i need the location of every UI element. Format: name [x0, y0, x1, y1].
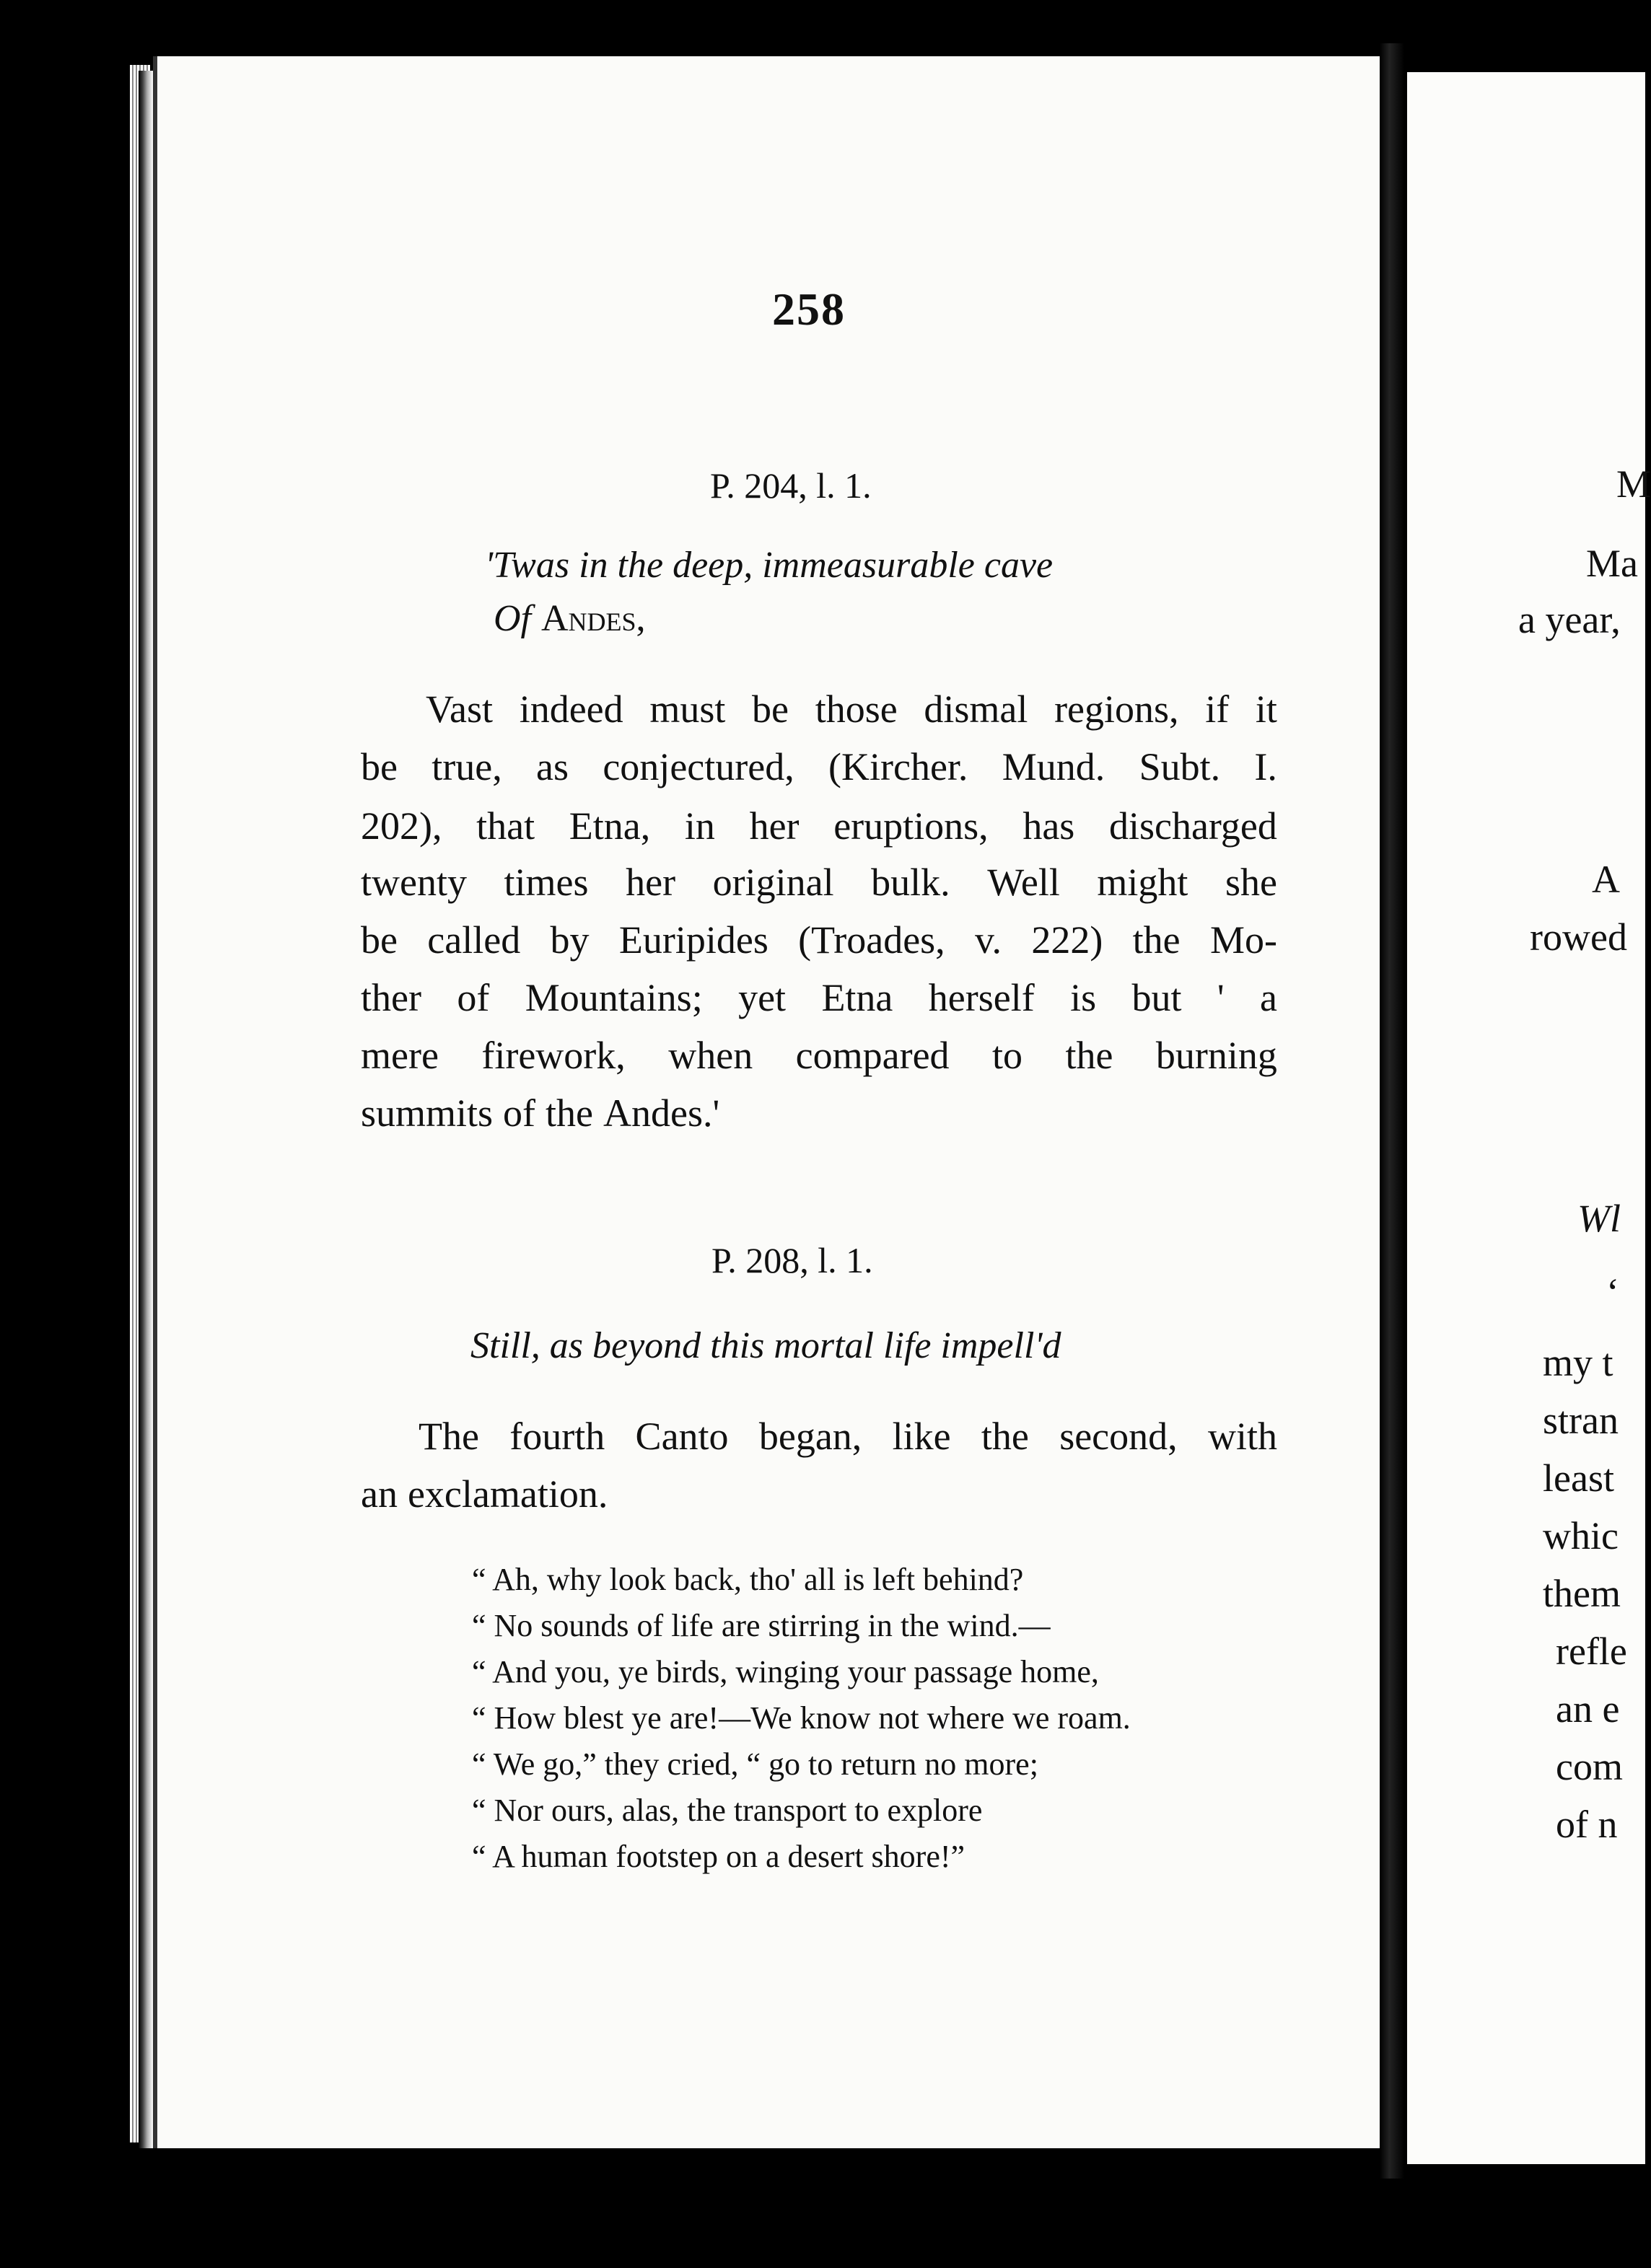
paragraph-2-line-1: [419, 1414, 1277, 1459]
word: be: [361, 918, 398, 962]
word: mere: [361, 1034, 439, 1077]
word: The: [419, 1415, 479, 1458]
right-fragment-12: them: [1543, 1572, 1621, 1615]
right-page: [1407, 72, 1645, 2164]
right-fragment-16: of n: [1556, 1803, 1618, 1846]
word: in: [684, 804, 715, 848]
book-gutter: [1380, 43, 1404, 2179]
word: summits: [361, 1091, 494, 1135]
paragraph-1-line-5: [361, 918, 1277, 962]
right-fragment-7: ‘: [1606, 1270, 1619, 1314]
right-fragment-5: rowed: [1530, 915, 1627, 959]
word: times: [504, 861, 589, 904]
word: I.: [1254, 745, 1277, 788]
paragraph-1-line-7: [361, 1033, 1277, 1078]
word: 222): [1031, 918, 1103, 962]
word: discharged: [1108, 804, 1277, 848]
verse-line-3: “ And you, ye birds, winging your passage home,: [472, 1654, 1099, 1689]
verse-line-2: “ No sounds of life are stirring in the wind.—: [472, 1608, 1051, 1643]
word: fourth: [509, 1415, 605, 1458]
quote-of-word: Of: [494, 598, 531, 639]
right-fragment-2: Ma: [1586, 542, 1638, 585]
paragraph-2-line-2: [361, 1472, 1277, 1516]
word: it: [1255, 687, 1277, 731]
word: herself: [928, 976, 1035, 1019]
word: true,: [432, 745, 502, 788]
page-number: 258: [772, 284, 846, 335]
paragraph-1-line-1: [426, 687, 1277, 731]
word: the: [1132, 918, 1181, 962]
right-fragment-13: refle: [1556, 1630, 1627, 1673]
note-heading-1: P. 204, l. 1.: [710, 465, 872, 506]
word: those: [815, 687, 898, 731]
word: (Kircher.: [828, 745, 968, 788]
word: bulk.: [871, 861, 950, 904]
word: called: [427, 918, 521, 962]
word: might: [1097, 861, 1188, 904]
word: ther: [361, 976, 421, 1019]
note-quote-1-line-2: [494, 597, 646, 640]
right-fragment-9: stran: [1543, 1399, 1619, 1442]
word: that: [476, 804, 535, 848]
word: second,: [1059, 1415, 1178, 1458]
right-fragment-8: my t: [1543, 1341, 1613, 1384]
word: Etna: [821, 976, 893, 1019]
word: must: [649, 687, 726, 731]
word: conjectured,: [603, 745, 794, 788]
word: an: [361, 1472, 398, 1516]
word: twenty: [361, 861, 467, 904]
word: original: [712, 861, 834, 904]
verse-line-6: “ Nor ours, alas, the transport to explore: [472, 1793, 983, 1828]
right-fragment-10: least: [1543, 1456, 1614, 1500]
word: be: [752, 687, 789, 731]
right-fragment-6: Wl: [1577, 1197, 1621, 1240]
word: dismal: [924, 687, 1028, 731]
word: Well: [987, 861, 1060, 904]
word: her: [749, 804, 800, 848]
right-fragment-4: A: [1592, 858, 1620, 901]
word: v.: [975, 918, 1002, 962]
word: Mo-: [1209, 918, 1277, 962]
word: compared: [795, 1034, 950, 1077]
word: Andes.': [603, 1091, 720, 1135]
word: the: [981, 1415, 1029, 1458]
right-fragment-15: com: [1556, 1745, 1623, 1788]
word: regions,: [1054, 687, 1179, 731]
word: yet: [738, 976, 787, 1019]
word: Etna,: [569, 804, 651, 848]
word: if: [1205, 687, 1230, 731]
word: by: [550, 918, 590, 962]
verse-line-4: “ How blest ye are!—We know not where we roam.: [472, 1700, 1131, 1736]
note-quote-2: Still, as beyond this mortal life impell'd: [470, 1325, 1061, 1366]
verse-line-1: “ Ah, why look back, tho' all is left behind?: [472, 1562, 1024, 1597]
word: is: [1070, 976, 1097, 1019]
word: ': [1217, 976, 1225, 1019]
word: but: [1131, 976, 1182, 1019]
word: began,: [758, 1415, 862, 1458]
verse-line-5: “ We go,” they cried, “ go to return no more;: [472, 1746, 1038, 1782]
word: of: [503, 1091, 536, 1135]
word: indeed: [519, 687, 623, 731]
right-fragment-3: a year,: [1518, 598, 1621, 641]
word: Mund.: [1002, 745, 1105, 788]
word: Canto: [635, 1415, 729, 1458]
word: (Troades,: [798, 918, 945, 962]
word: Mountains;: [525, 976, 703, 1019]
note-heading-2: P. 208, l. 1.: [711, 1240, 873, 1280]
word: like: [892, 1415, 951, 1458]
word: a: [1259, 976, 1277, 1019]
word: of: [457, 976, 490, 1019]
word: Subt.: [1139, 745, 1221, 788]
paragraph-1-line-2: [361, 744, 1277, 789]
word: be: [361, 745, 398, 788]
right-fragment-14: an e: [1556, 1687, 1620, 1731]
word: to: [992, 1034, 1023, 1077]
paragraph-1-line-4: [361, 860, 1277, 905]
word: burning: [1155, 1034, 1277, 1077]
word: Vast: [426, 687, 493, 731]
quote-andes-word: Andes,: [541, 598, 646, 639]
paragraph-1-line-3: [361, 804, 1277, 848]
word: exclamation.: [407, 1472, 608, 1516]
word: with: [1207, 1415, 1277, 1458]
word: has: [1022, 804, 1075, 848]
word: the: [1065, 1034, 1113, 1077]
word: she: [1225, 861, 1277, 904]
right-fragment-11: whic: [1543, 1514, 1619, 1557]
word: her: [626, 861, 676, 904]
verse-line-7: “ A human footstep on a desert shore!”: [472, 1839, 965, 1874]
word: as: [536, 745, 569, 788]
word: 202),: [361, 804, 442, 848]
right-fragment-1: M: [1616, 462, 1651, 506]
paragraph-1-line-8: [361, 1091, 1277, 1135]
paragraph-1-line-6: [361, 975, 1277, 1020]
word: firework,: [481, 1034, 626, 1077]
word: eruptions,: [833, 804, 989, 848]
note-quote-1-line-1: 'Twas in the deep, immeasurable cave: [485, 545, 1054, 586]
word: Euripides: [618, 918, 768, 962]
word: when: [668, 1034, 753, 1077]
word: the: [546, 1091, 594, 1135]
